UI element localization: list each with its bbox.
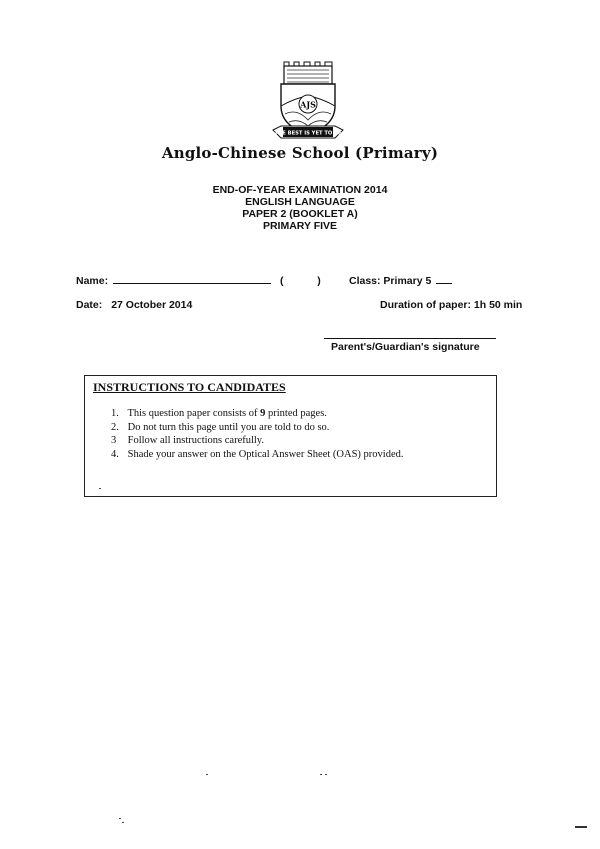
class-field[interactable]: [349, 275, 452, 287]
instruction-text-b: printed pages.: [265, 408, 327, 419]
class-label: Class: Primary 5: [349, 275, 432, 287]
instructions-list: [111, 407, 403, 461]
instruction-item: [111, 434, 403, 448]
scan-speck: [122, 822, 124, 823]
instruction-item: [111, 407, 403, 421]
school-name: Anglo-Chinese School (Primary): [161, 144, 439, 162]
class-blank[interactable]: [436, 283, 452, 284]
crest-initials: AJS: [300, 99, 316, 110]
scan-mark: [575, 826, 587, 828]
instruction-text-a: This question paper consists of: [127, 408, 261, 419]
instruction-text: Do not turn this page until you are told to do so.: [127, 421, 330, 433]
instruction-number: 3: [111, 435, 117, 446]
school-crest-logo: [267, 60, 349, 142]
index-paren-open: (: [279, 275, 284, 287]
signature-label: Parent's/Guardian's signature: [331, 341, 480, 353]
scan-speck: [206, 774, 208, 775]
date-label: Date:: [76, 299, 103, 311]
name-blank[interactable]: [113, 283, 271, 284]
scan-speck: [99, 488, 101, 489]
instructions-box: [84, 375, 497, 497]
exam-title: END-OF-YEAR EXAMINATION 2014: [212, 184, 388, 196]
instruction-text: Follow all instructions carefully.: [127, 435, 265, 446]
date-field: [76, 299, 192, 311]
exam-subject: ENGLISH LANGUAGE: [245, 196, 355, 208]
index-paren-close: ): [317, 275, 321, 287]
crest-motto: THE BEST IS YET TO BE: [274, 130, 342, 137]
name-label: Name:: [76, 275, 109, 287]
duration-text: Duration of paper: 1h 50 min: [380, 299, 523, 311]
name-field[interactable]: [76, 275, 321, 287]
scan-speck: [119, 818, 121, 819]
instruction-text: Shade your answer on the Optical Answer Sheet (OAS) provided.: [127, 448, 404, 460]
instructions-title: INSTRUCTIONS TO CANDIDATES: [93, 380, 286, 394]
signature-line[interactable]: [324, 338, 496, 339]
exam-paper: PAPER 2 (BOOKLET A): [242, 208, 358, 220]
scan-speck: [325, 774, 327, 775]
instruction-number: 2.: [111, 421, 119, 433]
page-count: 9: [260, 408, 266, 419]
instruction-number: 4.: [111, 448, 119, 460]
instruction-item: [111, 448, 403, 462]
exam-level: PRIMARY FIVE: [262, 220, 338, 232]
instruction-item: [111, 421, 403, 435]
instruction-number: 1.: [111, 408, 119, 419]
date-value: 27 October 2014: [111, 299, 193, 311]
scan-speck: [320, 774, 322, 775]
